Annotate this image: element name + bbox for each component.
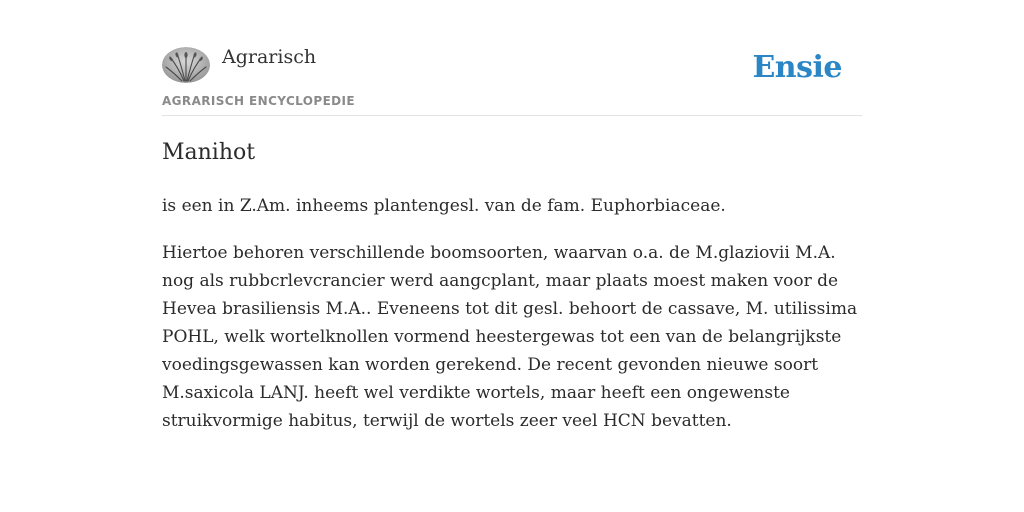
site-header xyxy=(162,0,862,116)
article-title: Manihot xyxy=(162,140,256,165)
site-subtitle: AGRARISCH ENCYCLOPEDIE xyxy=(162,94,355,108)
page-container xyxy=(162,0,862,431)
wheat-logo-image[interactable] xyxy=(162,47,210,83)
article-paragraph-intro: is een in Z.Am. inheems plantengesl. van de fam. Euphorbiaceae. xyxy=(162,196,726,216)
site-name[interactable]: Agrarisch xyxy=(222,46,317,68)
ensie-brand-logo[interactable]: Ensie xyxy=(752,50,842,85)
article-paragraph-body: Hiertoe behoren verschillende boomsoorten, waarvan o.a. de M.glaziovii M.A. nog als rubbcrlevcrancier werd aangcplant, maar plaats moest maken voor de Hevea brasiliensis M.A.. Eveneens tot dit gesl. behoort de cassave, M. utilissima POHL, welk wortelknollen vormend heestergewas tot een van de belangrijkste voedingsgewassen kan worden gerekend. De recent gevonden nieuwe soort M.saxicola LANJ. heeft wel verdikte wortels, maar heeft een ongewenste struikvormige habitus, terwijl de wortels zeer veel HCN bevatten. xyxy=(162,243,858,431)
